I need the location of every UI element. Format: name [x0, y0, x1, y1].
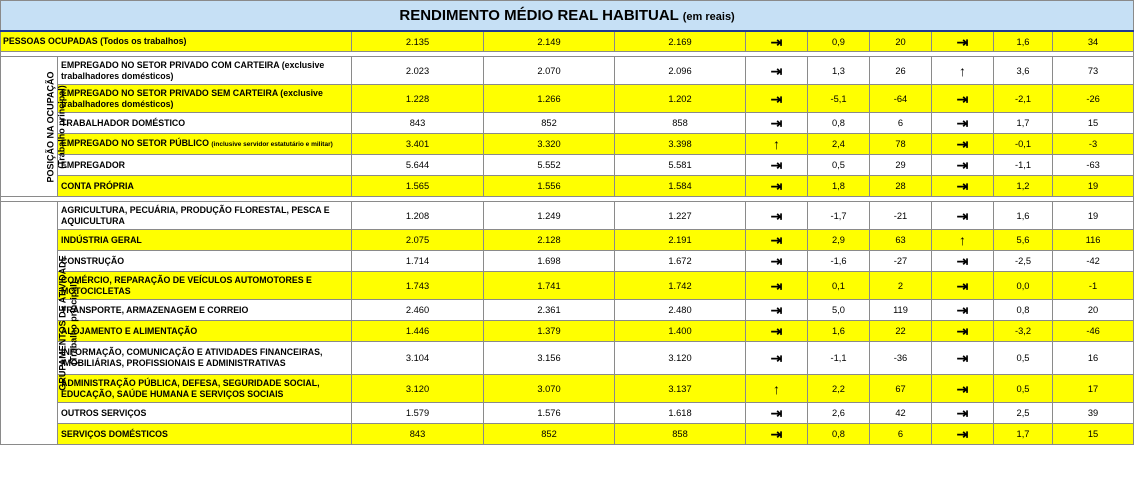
pct-change-2: 3,6	[994, 57, 1053, 85]
group-title-text: GRUPAMENTOS DE ATIVIDADE	[57, 255, 68, 391]
value-1: 843	[352, 424, 484, 445]
table-row	[1, 403, 1134, 424]
abs-change-2: 39	[1053, 403, 1134, 424]
trend-arrow-icon: ⇥	[932, 113, 994, 134]
value-2: 2.070	[484, 57, 615, 85]
trend-arrow-icon: ⇥	[932, 375, 994, 403]
group-subtitle-text: (Trabalho principal)	[56, 84, 67, 169]
abs-change-1: 67	[870, 375, 932, 403]
row-label	[58, 85, 352, 113]
row-label	[58, 272, 352, 300]
table-row	[1, 113, 1134, 134]
value-1: 5.644	[352, 155, 484, 176]
value-2: 1.379	[484, 321, 615, 342]
abs-change-1: 28	[870, 176, 932, 197]
trend-arrow-icon: ⇥	[746, 176, 808, 197]
pct-change-2: -3,2	[994, 321, 1053, 342]
value-3: 858	[615, 113, 746, 134]
trend-arrow-icon: ⇥	[932, 176, 994, 197]
row-label-text: ALOJAMENTO E ALIMENTAÇÃO	[61, 325, 198, 336]
value-2: 5.552	[484, 155, 615, 176]
value-1: 3.104	[352, 342, 484, 375]
abs-change-2: 15	[1053, 113, 1134, 134]
table-row	[1, 57, 1134, 85]
abs-change-1: -21	[870, 202, 932, 230]
pct-change-2: 1,2	[994, 176, 1053, 197]
trend-arrow-icon: ⇥	[932, 31, 994, 52]
trend-arrow-icon: ⇥	[746, 85, 808, 113]
abs-change-1: 20	[870, 31, 932, 52]
abs-change-2: 19	[1053, 202, 1134, 230]
table-row	[1, 202, 1134, 230]
row-label-text: CONTA PRÓPRIA	[61, 180, 134, 191]
abs-change-2: 17	[1053, 375, 1134, 403]
row-label	[58, 57, 352, 85]
value-1: 1.714	[352, 251, 484, 272]
value-2: 852	[484, 424, 615, 445]
value-1: 1.565	[352, 176, 484, 197]
group-title	[58, 255, 80, 390]
pct-change-1: 1,8	[808, 176, 870, 197]
abs-change-1: 119	[870, 300, 932, 321]
trend-arrow-icon: ⇥	[746, 57, 808, 85]
table-row	[1, 251, 1134, 272]
trend-arrow-icon: ⇥	[932, 85, 994, 113]
abs-change-2: -26	[1053, 85, 1134, 113]
abs-change-2: -42	[1053, 251, 1134, 272]
value-1: 1.579	[352, 403, 484, 424]
pct-change-2: -2,1	[994, 85, 1053, 113]
pct-change-1: -1,6	[808, 251, 870, 272]
trend-arrow-icon: ⇥	[932, 251, 994, 272]
row-label-text: INFORMAÇÃO, COMUNICAÇÃO E ATIVIDADES FINANCEIRAS, IMOBILIÁRIAS, PROFISSIONAIS E ADMINISTRATIVAS	[61, 347, 323, 368]
value-1: 843	[352, 113, 484, 134]
abs-change-2: 16	[1053, 342, 1134, 375]
pct-change-2: 1,7	[994, 113, 1053, 134]
row-label	[58, 134, 352, 155]
value-2: 1.576	[484, 403, 615, 424]
pct-change-2: 1,6	[994, 202, 1053, 230]
trend-arrow-icon: ⇥	[932, 300, 994, 321]
row-label-text: TRABALHADOR DOMÉSTICO	[61, 117, 186, 128]
row-label-text: COMÉRCIO, REPARAÇÃO DE VEÍCULOS AUTOMOTORES E MOTOCICLETAS	[61, 274, 312, 296]
pct-change-1: 2,9	[808, 230, 870, 251]
abs-change-1: -36	[870, 342, 932, 375]
abs-change-2: -1	[1053, 272, 1134, 300]
table-row	[1, 134, 1134, 155]
abs-change-2: 20	[1053, 300, 1134, 321]
pct-change-1: 0,8	[808, 113, 870, 134]
trend-arrow-icon: ↑	[746, 134, 808, 155]
abs-change-2: -63	[1053, 155, 1134, 176]
value-1: 2.075	[352, 230, 484, 251]
value-3: 1.672	[615, 251, 746, 272]
pct-change-2: 5,6	[994, 230, 1053, 251]
row-label	[58, 321, 352, 342]
trend-arrow-icon: ⇥	[746, 342, 808, 375]
abs-change-1: -64	[870, 85, 932, 113]
row-label-text: EMPREGADO NO SETOR PRIVADO COM CARTEIRA (exclusive trabalhadores domésticos)	[61, 59, 325, 81]
table-row	[1, 272, 1134, 300]
table-row	[1, 85, 1134, 113]
abs-change-1: -27	[870, 251, 932, 272]
trend-arrow-icon: ⇥	[746, 300, 808, 321]
abs-change-2: 34	[1053, 31, 1134, 52]
value-2: 2.128	[484, 230, 615, 251]
value-2: 1.741	[484, 272, 615, 300]
value-3: 858	[615, 424, 746, 445]
abs-change-2: 73	[1053, 57, 1134, 85]
value-3: 2.191	[615, 230, 746, 251]
value-2: 1.698	[484, 251, 615, 272]
value-1: 2.460	[352, 300, 484, 321]
trend-arrow-icon: ⇥	[746, 113, 808, 134]
group-title	[46, 71, 68, 182]
abs-change-2: 15	[1053, 424, 1134, 445]
value-2: 1.556	[484, 176, 615, 197]
pct-change-2: 0,0	[994, 272, 1053, 300]
abs-change-1: 26	[870, 57, 932, 85]
row-label-text: EMPREGADOR	[61, 159, 126, 170]
row-label	[58, 403, 352, 424]
value-1: 2.135	[352, 31, 484, 52]
trend-arrow-icon: ⇥	[932, 134, 994, 155]
trend-arrow-icon: ⇥	[746, 403, 808, 424]
trend-arrow-icon: ⇥	[746, 230, 808, 251]
row-label-note: (inclusive servidor estatutário e militar)	[211, 141, 333, 148]
pct-change-2: 1,6	[994, 31, 1053, 52]
trend-arrow-icon: ⇥	[932, 321, 994, 342]
abs-change-1: 22	[870, 321, 932, 342]
table-row	[1, 155, 1134, 176]
pct-change-1: 0,9	[808, 31, 870, 52]
row-label-text: OUTROS SERVIÇOS	[61, 407, 147, 418]
total-row	[1, 31, 1134, 52]
pct-change-2: 1,7	[994, 424, 1053, 445]
value-1: 1.743	[352, 272, 484, 300]
table-row	[1, 375, 1134, 403]
value-2: 3.156	[484, 342, 615, 375]
value-1: 2.023	[352, 57, 484, 85]
trend-arrow-icon: ⇥	[746, 31, 808, 52]
row-label: PESSOAS OCUPADAS (Todos os trabalhos)	[1, 31, 352, 52]
trend-arrow-icon: ⇥	[746, 251, 808, 272]
pct-change-1: -1,7	[808, 202, 870, 230]
value-2: 1.266	[484, 85, 615, 113]
pct-change-1: 0,1	[808, 272, 870, 300]
value-3: 1.227	[615, 202, 746, 230]
trend-arrow-icon: ⇥	[746, 155, 808, 176]
title-unit: (em reais)	[682, 11, 735, 23]
row-label-text: ADMINISTRAÇÃO PÚBLICA, DEFESA, SEGURIDADE SOCIAL, EDUCAÇÃO, SAÚDE HUMANA E SERVIÇOS SOCIAIS	[61, 377, 320, 399]
value-1: 3.120	[352, 375, 484, 403]
trend-arrow-icon: ↑	[932, 230, 994, 251]
pct-change-1: -5,1	[808, 85, 870, 113]
pct-change-2: -0,1	[994, 134, 1053, 155]
pct-change-1: 1,3	[808, 57, 870, 85]
trend-arrow-icon: ⇥	[746, 321, 808, 342]
row-label	[58, 113, 352, 134]
row-label-text: CONSTRUÇÃO	[61, 255, 125, 266]
group-subtitle-text: (Trabalho principal)	[68, 281, 79, 365]
pct-change-1: 2,2	[808, 375, 870, 403]
value-2: 2.149	[484, 31, 615, 52]
pct-change-2: -2,5	[994, 251, 1053, 272]
trend-arrow-icon: ⇥	[932, 202, 994, 230]
value-3: 3.137	[615, 375, 746, 403]
value-1: 1.228	[352, 85, 484, 113]
table-row	[1, 300, 1134, 321]
trend-arrow-icon: ↑	[746, 375, 808, 403]
trend-arrow-icon: ⇥	[932, 272, 994, 300]
abs-change-1: 42	[870, 403, 932, 424]
value-3: 1.584	[615, 176, 746, 197]
pct-change-1: 0,5	[808, 155, 870, 176]
value-2: 3.070	[484, 375, 615, 403]
table-row	[1, 176, 1134, 197]
row-label	[58, 176, 352, 197]
table-row	[1, 230, 1134, 251]
abs-change-2: 116	[1053, 230, 1134, 251]
trend-arrow-icon: ⇥	[932, 342, 994, 375]
abs-change-1: 6	[870, 113, 932, 134]
row-label	[58, 202, 352, 230]
pct-change-2: -1,1	[994, 155, 1053, 176]
row-label	[58, 155, 352, 176]
table-title	[1, 1, 1134, 32]
pct-change-2: 2,5	[994, 403, 1053, 424]
row-label-text: EMPREGADO NO SETOR PRIVADO SEM CARTEIRA (exclusive trabalhadores domésticos)	[61, 87, 323, 109]
abs-change-1: 2	[870, 272, 932, 300]
value-3: 1.400	[615, 321, 746, 342]
abs-change-1: 6	[870, 424, 932, 445]
row-label	[58, 251, 352, 272]
row-label	[58, 300, 352, 321]
value-3: 1.742	[615, 272, 746, 300]
table-row	[1, 424, 1134, 445]
pct-change-2: 0,8	[994, 300, 1053, 321]
pct-change-1: 1,6	[808, 321, 870, 342]
row-label	[58, 424, 352, 445]
abs-change-1: 78	[870, 134, 932, 155]
abs-change-1: 29	[870, 155, 932, 176]
row-label	[58, 230, 352, 251]
row-label-text: TRANSPORTE, ARMAZENAGEM E CORREIO	[61, 304, 249, 315]
group-title-text: POSIÇÃO NA OCUPAÇÃO	[45, 70, 56, 183]
value-3: 2.169	[615, 31, 746, 52]
value-3: 1.202	[615, 85, 746, 113]
value-1: 1.446	[352, 321, 484, 342]
trend-arrow-icon: ↑	[932, 57, 994, 85]
abs-change-2: 19	[1053, 176, 1134, 197]
value-2: 852	[484, 113, 615, 134]
value-3: 1.618	[615, 403, 746, 424]
group-header	[1, 202, 79, 445]
trend-arrow-icon: ⇥	[746, 202, 808, 230]
row-label-text: AGRICULTURA, PECUÁRIA, PRODUÇÃO FLORESTAL, PESCA E AQUICULTURA	[61, 204, 330, 226]
pct-change-1: 5,0	[808, 300, 870, 321]
pct-change-2: 0,5	[994, 342, 1053, 375]
abs-change-2: -3	[1053, 134, 1134, 155]
trend-arrow-icon: ⇥	[932, 155, 994, 176]
pct-change-2: 0,5	[994, 375, 1053, 403]
group-header	[1, 57, 67, 197]
trend-arrow-icon: ⇥	[932, 424, 994, 445]
row-label	[58, 375, 352, 403]
value-2: 3.320	[484, 134, 615, 155]
value-3: 2.096	[615, 57, 746, 85]
pct-change-1: -1,1	[808, 342, 870, 375]
value-1: 3.401	[352, 134, 484, 155]
abs-change-1: 63	[870, 230, 932, 251]
pct-change-1: 2,4	[808, 134, 870, 155]
title-text: RENDIMENTO MÉDIO REAL HABITUAL	[399, 7, 679, 24]
row-label	[58, 342, 352, 375]
pct-change-1: 0,8	[808, 424, 870, 445]
trend-arrow-icon: ⇥	[746, 424, 808, 445]
table-row	[1, 321, 1134, 342]
trend-arrow-icon: ⇥	[932, 403, 994, 424]
value-2: 1.249	[484, 202, 615, 230]
row-label-text: EMPREGADO NO SETOR PÚBLICO	[61, 138, 209, 148]
value-1: 1.208	[352, 202, 484, 230]
value-3: 5.581	[615, 155, 746, 176]
row-label-text: INDÚSTRIA GERAL	[61, 234, 142, 245]
value-3: 3.398	[615, 134, 746, 155]
row-label-text: SERVIÇOS DOMÉSTICOS	[61, 428, 168, 439]
pct-change-1: 2,6	[808, 403, 870, 424]
table-row	[1, 342, 1134, 375]
value-2: 2.361	[484, 300, 615, 321]
abs-change-2: -46	[1053, 321, 1134, 342]
value-3: 3.120	[615, 342, 746, 375]
value-3: 2.480	[615, 300, 746, 321]
trend-arrow-icon: ⇥	[746, 272, 808, 300]
